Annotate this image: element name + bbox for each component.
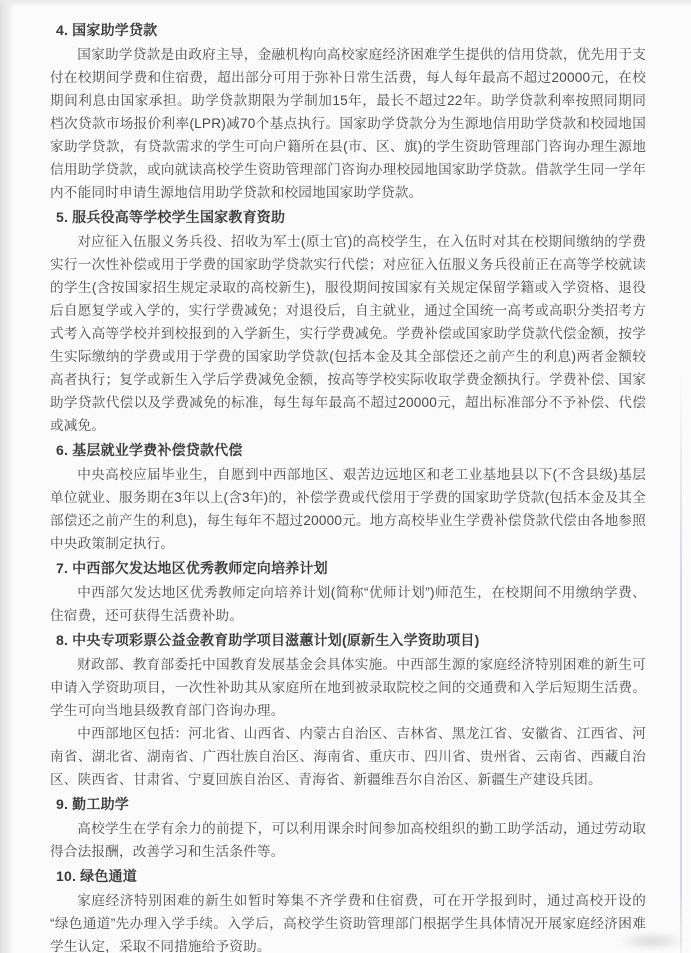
section-heading: 9. 勤工助学	[56, 796, 129, 812]
section-paragraph: 财政部、教育部委托中国教育发展基金会具体实施。中西部生源的家庭经济特别困难的新生可申请入学资助项目，一次性补助其从家庭所在地到被录取院校之间的交通费和入学后短期生活费。学生可向当地县级教育部门咨询办理。	[50, 657, 646, 718]
section-heading: 7. 中西部欠发达地区优秀教师定向培养计划	[56, 560, 328, 576]
section-heading: 8. 中央专项彩票公益金教育助学项目滋蕙计划(原新生入学资助项目)	[56, 632, 480, 648]
policy-section	[50, 439, 646, 555]
section-paragraph: 对应征入伍服义务兵役、招收为军士(原士官)的高校学生，在入伍时对其在校期间缴纳的学费实行一次性补偿或用于学费的国家助学贷款实行代偿；对应征入伍服义务兵役前正在高等学校就读的学生(含按国家招生规定录取的高校新生)，服役期间按国家有关规定保留学籍或入学资格、退役后自愿复学或入学的，实行学费减免；对退役后，自主就业，通过全国统一高考或高职分类招考方式考入高等学校并到校报到的入学新生，实行学费减免。学费补偿或国家助学贷款代偿金额，按学生实际缴纳的学费或用于学费的国家助学贷款(包括本金及其全部偿还之前产生的利息)两者金额较高者执行；复学或新生入学后学费减免金额，按高等学校实际收取学费金额执行。学费补偿、国家助学贷款代偿以及学费减免的标准，每生每年最高不超过20000元，超出标准部分不予补偿、代偿或减免。	[50, 234, 646, 433]
section-paragraph: 中西部地区包括：河北省、山西省、内蒙古自治区、吉林省、黑龙江省、安徽省、江西省、河南省、湖北省、湖南省、广西壮族自治区、海南省、重庆市、四川省、贵州省、云南省、西藏自治区、陕西省、甘肃省、宁夏回族自治区、青海省、新疆维吾尔自治区、新疆生产建设兵团。	[50, 726, 646, 787]
section-paragraph: 高校学生在学有余力的前提下，可以利用课余时间参加高校组织的勤工助学活动，通过劳动取得合法报酬，改善学习和生活条件等。	[50, 821, 646, 859]
section-paragraph: 国家助学贷款是由政府主导，金融机构向高校家庭经济困难学生提供的信用贷款，优先用于支付在校期间学费和住宿费，超出部分可用于弥补日常生活费，每人每年最高不超过20000元，在校期间利息由国家承担。助学贷款期限为学制加15年，最长不超过22年。助学贷款利率按照同期同档次贷款市场报价利率(LPR)减70个基点执行。国家助学贷款分为生源地信用助学贷款和校园地国家助学贷款，有贷款需求的学生可向户籍所在县(市、区、旗)的学生资助管理部门咨询办理生源地信用助学贷款，或向就读高校学生资助管理部门咨询办理校园地国家助学贷款。借款学生同一学年内不能同时申请生源地信用助学贷款和校园地国家助学贷款。	[50, 47, 646, 200]
section-heading: 5. 服兵役高等学校学生国家教育资助	[56, 209, 286, 225]
scan-edge-left	[0, 0, 13, 953]
section-paragraph: 家庭经济特别困难的新生如暂时筹集不齐学费和住宿费，可在开学报到时，通过高校开设的“绿色通道”先办理入学手续。入学后，高校学生资助管理部门根据学生具体情况开展家庭经济困难学生认定，采取不同措施给予资助。	[50, 893, 646, 953]
policy-section	[50, 206, 646, 437]
policy-section	[50, 793, 646, 863]
scan-edge-top	[0, 0, 691, 7]
scan-page-fold-line	[680, 370, 682, 953]
section-heading: 10. 绿色通道	[56, 868, 137, 884]
policy-section	[50, 557, 646, 627]
document-content	[50, 17, 646, 953]
section-paragraph: 中西部欠发达地区优秀教师定向培养计划(简称“优师计划”)师范生，在校期间不用缴纳学费、住宿费，还可获得生活费补助。	[50, 585, 646, 623]
policy-section	[50, 19, 646, 204]
policy-section	[50, 865, 646, 953]
section-heading: 4. 国家助学贷款	[56, 22, 158, 38]
section-paragraph: 中央高校应届毕业生，自愿到中西部地区、艰苦边远地区和老工业基地县以下(不含县级)基层单位就业、服务期在3年以上(含3年)的，补偿学费或代偿用于学费的国家助学贷款(包括本金及其全部偿还之前产生的利息)，每生每年不超过20000元。地方高校毕业生学费补偿贷款代偿由各地参照中央政策制定执行。	[50, 467, 646, 551]
section-heading: 6. 基层就业学费补偿贷款代偿	[56, 442, 243, 458]
policy-section	[50, 629, 646, 791]
